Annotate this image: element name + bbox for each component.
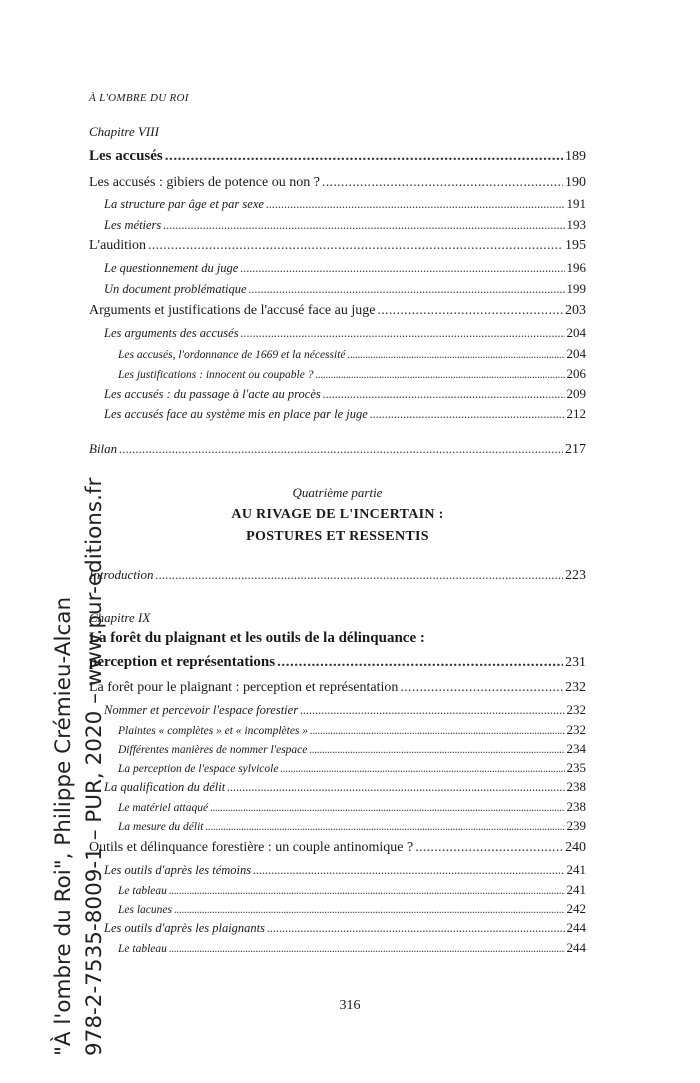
toc-entry[interactable] <box>89 238 586 254</box>
toc-entry[interactable] <box>104 862 586 878</box>
toc-entry[interactable] <box>118 799 586 815</box>
toc-entry-page: 240 <box>565 840 586 855</box>
toc-entry-title: Les accusés : du passage à l'acte au procès <box>104 387 321 401</box>
leader-dots <box>165 148 563 165</box>
toc-entry-page: 234 <box>566 741 586 756</box>
toc-entry[interactable] <box>104 702 586 718</box>
toc-entry-title: Les lacunes <box>118 904 172 916</box>
toc-entry-page: 241 <box>566 882 586 897</box>
toc-entry-title: La mesure du délit <box>118 821 204 833</box>
toc-entry[interactable] <box>104 281 586 297</box>
leader-dots <box>400 680 563 696</box>
watermark-line-1: "À l'ombre du Roi", Philippe Crémieu-Alcan <box>51 596 76 1056</box>
toc-entry-title: Un document problématique <box>104 282 247 296</box>
part-label: Quatrième partie <box>292 485 383 500</box>
toc-entry-page: 232 <box>566 722 586 737</box>
toc-entry-title: Les accusés face au système mis en place par le juge <box>104 407 368 421</box>
toc-entry-page: 238 <box>566 779 586 794</box>
vertical-watermark <box>48 478 110 1056</box>
toc-entry-title: Les accusés <box>89 148 163 164</box>
toc-entry-page: 241 <box>566 862 586 877</box>
leader-dots <box>280 763 564 775</box>
chapter-label: Chapitre VIII <box>89 124 159 139</box>
toc-entry-title: Le tableau <box>118 885 167 897</box>
leader-dots <box>206 821 565 833</box>
toc-entry[interactable] <box>104 386 586 402</box>
leader-dots <box>210 802 564 814</box>
toc-entry-bilan[interactable] <box>89 441 586 458</box>
leader-dots <box>119 441 563 457</box>
toc-entry-page: 195 <box>565 238 586 253</box>
leader-dots <box>370 407 565 422</box>
leader-dots <box>240 261 564 276</box>
toc-entry-title: Outils et délinquance forestière : un couple antinomique ? <box>89 840 414 855</box>
toc-entry[interactable] <box>89 840 586 856</box>
toc-entry-page: 238 <box>566 799 586 814</box>
toc-entry-title: Le questionnement du juge <box>104 261 239 275</box>
toc-entry-title: Les outils d'après les témoins <box>104 863 252 877</box>
toc-entry[interactable] <box>104 196 586 212</box>
toc-entry-title: Les arguments des accusés <box>104 326 239 340</box>
leader-dots <box>348 349 565 361</box>
toc-entry[interactable] <box>118 722 586 738</box>
toc-entry[interactable] <box>104 217 586 233</box>
leader-dots <box>323 387 565 402</box>
toc-entry-title: Les accusés : gibiers de potence ou non ? <box>89 175 320 190</box>
leader-dots <box>310 725 564 737</box>
toc-entry-page: 193 <box>566 217 586 232</box>
leader-dots <box>309 744 564 756</box>
leader-dots <box>227 780 564 795</box>
leader-dots <box>315 369 564 381</box>
toc-entry-title: L'audition <box>89 238 146 253</box>
part-title-line-2: POSTURES ET RESSENTIS <box>246 529 429 544</box>
toc-entry-title: La forêt pour le plaignant : perception et représentation <box>89 680 399 695</box>
toc-entry-page: 199 <box>566 281 586 296</box>
chapter-label: Chapitre IX <box>89 610 151 625</box>
toc-entry-page: 231 <box>565 655 586 670</box>
toc-entry-page: 206 <box>566 366 586 381</box>
running-head: À L'OMBRE DU ROI <box>89 92 189 104</box>
toc-entry-page: 232 <box>566 702 586 717</box>
toc-entry[interactable] <box>118 882 586 898</box>
toc-entry-title: Bilan <box>89 441 118 456</box>
leader-dots <box>415 840 563 856</box>
toc-entry[interactable] <box>104 260 586 276</box>
toc-entry[interactable] <box>104 325 586 341</box>
toc-entry-introduction[interactable] <box>89 567 586 584</box>
chapter-title-line-1: La forêt du plaignant et les outils de la délinquance : <box>89 630 425 646</box>
toc-entry-title: Les justifications : innocent ou coupable ? <box>118 369 314 381</box>
toc-entry[interactable] <box>104 406 586 422</box>
toc-entry[interactable] <box>118 901 586 917</box>
toc-entry-title: Les métiers <box>104 218 162 232</box>
leader-dots <box>241 326 565 341</box>
leader-dots <box>322 175 563 191</box>
toc-entry[interactable] <box>89 680 586 696</box>
toc-entry-page: 239 <box>566 818 586 833</box>
toc-entry-page: 191 <box>566 196 586 211</box>
part-title-line-1: AU RIVAGE DE L'INCERTAIN : <box>231 507 444 522</box>
toc-entry-title: Différentes manières de nommer l'espace <box>118 744 308 756</box>
leader-dots <box>266 197 565 212</box>
watermark-line-2: 978-2-7535-8009-1 – PUR, 2020 – www.pur-editions.fr <box>82 477 107 1056</box>
leader-dots <box>277 654 563 671</box>
toc-entry-page: 244 <box>566 940 586 955</box>
toc-entry-page: 212 <box>566 406 586 421</box>
leader-dots <box>148 238 563 254</box>
toc-entry[interactable] <box>104 779 586 795</box>
toc-entry[interactable] <box>104 920 586 936</box>
leader-dots <box>169 943 565 955</box>
toc-entry-page: 204 <box>566 325 586 340</box>
toc-entry[interactable] <box>118 366 586 382</box>
toc-entry-page: 203 <box>565 303 586 318</box>
toc-entry-title: Nommer et percevoir l'espace forestier <box>104 703 299 717</box>
toc-entry-title: La qualification du délit <box>104 780 226 794</box>
toc-entry-page: 196 <box>566 260 586 275</box>
toc-entry-page: 244 <box>566 920 586 935</box>
toc-entry[interactable] <box>89 303 586 319</box>
toc-entry-title: La structure par âge et par sexe <box>104 197 264 211</box>
toc-entry[interactable] <box>89 175 586 191</box>
toc-entry-title: La perception de l'espace sylvicole <box>118 763 279 775</box>
toc-entry[interactable] <box>118 346 586 362</box>
leader-dots <box>377 303 563 319</box>
toc-entry-page: 235 <box>566 760 586 775</box>
leader-dots <box>156 567 563 583</box>
toc-entry[interactable] <box>118 940 586 956</box>
leader-dots <box>300 703 564 718</box>
toc-entry[interactable] <box>118 741 586 757</box>
leader-dots <box>249 282 565 297</box>
toc-entry-title: Le tableau <box>118 943 167 955</box>
toc-entry-title: perception et représentations <box>89 654 276 670</box>
leader-dots <box>174 904 565 916</box>
toc-entry-page: 242 <box>566 901 586 916</box>
toc-entry-page: 189 <box>565 149 586 164</box>
toc-entry-title: Arguments et justifications de l'accusé face au juge <box>89 303 376 318</box>
toc-entry[interactable] <box>89 654 586 671</box>
page-number: 316 <box>339 998 361 1013</box>
toc-entry-page: 232 <box>565 680 586 695</box>
toc-entry-title: Plaintes « complètes » et « incomplètes » <box>118 725 309 737</box>
toc-entry-page: 190 <box>565 175 586 190</box>
toc-entry-title: Les accusés, l'ordonnance de 1669 et la nécessité <box>118 349 346 361</box>
toc-entry-title: Introduction <box>89 567 154 582</box>
toc-entry-page: 209 <box>566 386 586 401</box>
toc-entry[interactable] <box>89 148 586 165</box>
toc-entry-page: 223 <box>565 568 586 583</box>
toc-entry-page: 204 <box>566 346 586 361</box>
toc-entry-title: Le matériel attaqué <box>118 802 209 814</box>
leader-dots <box>163 218 564 233</box>
toc-entry[interactable] <box>118 760 586 776</box>
toc-entry-page: 217 <box>565 442 586 457</box>
toc-entry[interactable] <box>118 818 586 834</box>
leader-dots <box>253 863 564 878</box>
leader-dots <box>267 921 564 936</box>
toc-entry-title: Les outils d'après les plaignants <box>104 921 266 935</box>
leader-dots <box>169 885 565 897</box>
